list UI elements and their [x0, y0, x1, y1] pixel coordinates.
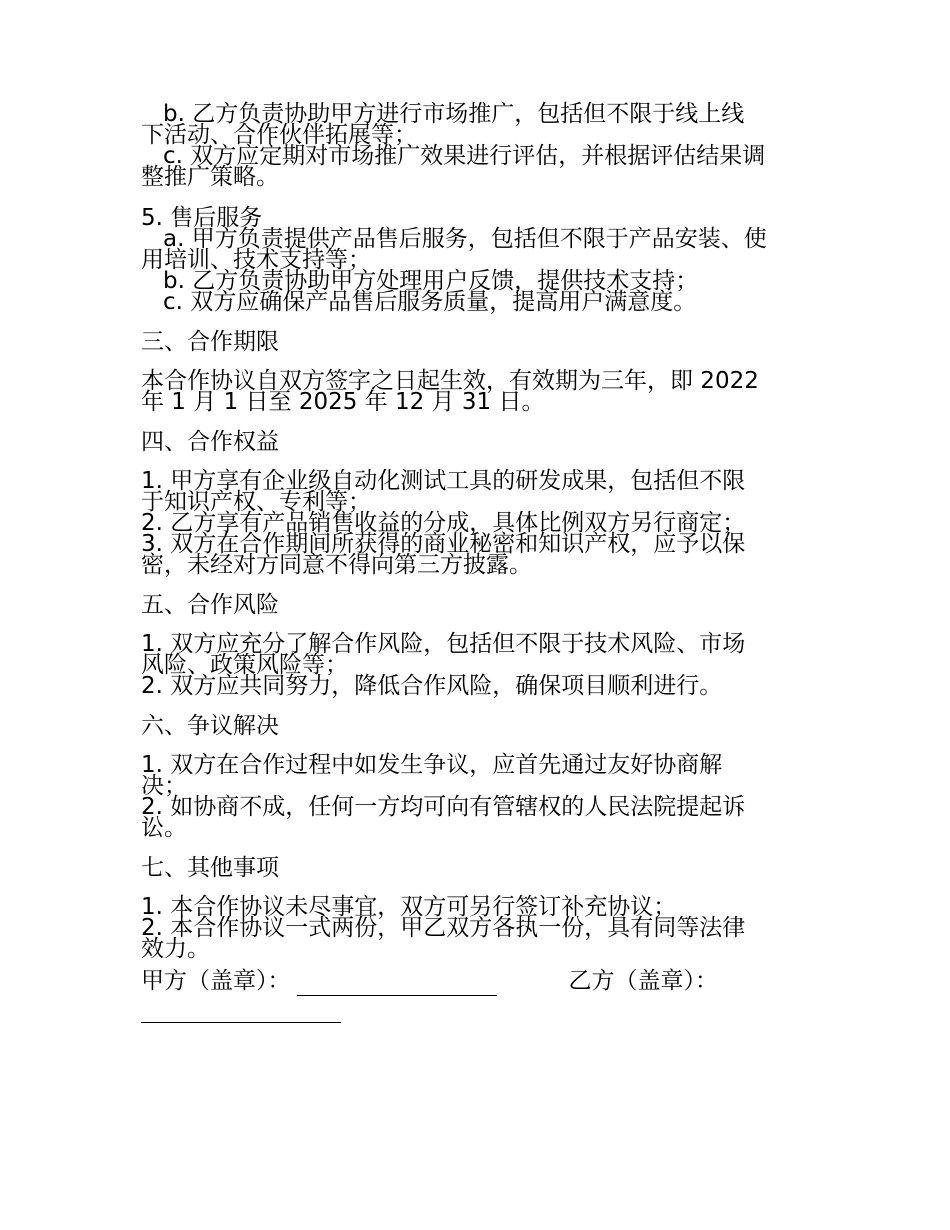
market-item-b-line1: b. 乙方负责协助甲方进行市场推广，包括但不限于线上线 — [163, 101, 745, 127]
after-sales-item-c: c. 双方应确保产品售后服务质量，提高用户满意度。 — [163, 289, 697, 315]
market-item-c-line2: 整推广策略。 — [141, 164, 279, 190]
market-promotion-items — [141, 101, 821, 190]
term-text-line2: 年 1 月 1 日至 2025 年 12 月 31 日。 — [141, 389, 545, 415]
other-heading: 七、其他事项 — [141, 855, 279, 881]
rights-item1-line1: 1. 甲方享有企业级自动化测试工具的研发成果，包括但不限 — [141, 468, 746, 494]
party-b-signature-line[interactable] — [141, 998, 341, 1023]
market-item-c-line1: c. 双方应定期对市场推广效果进行评估，并根据评估结果调 — [163, 143, 766, 169]
party-a-signature-line[interactable] — [297, 971, 497, 996]
other-item2-line2: 效力。 — [141, 936, 210, 962]
dispute-item1-line2: 决； — [141, 773, 187, 799]
risk-item1-line2: 风险、政策风险等； — [141, 652, 348, 678]
risk-item1-line1: 1. 双方应充分了解合作风险，包括但不限于技术风险、市场 — [141, 631, 746, 657]
other-item1: 1. 本合作协议未尽事宜，双方可另行签订补充协议； — [141, 894, 677, 920]
risk-heading: 五、合作风险 — [141, 592, 279, 618]
other-item2-line1: 2. 本合作协议一式两份，甲乙双方各执一份，具有同等法律 — [141, 915, 746, 941]
rights-item3-line2: 密，未经对方同意不得向第三方披露。 — [141, 552, 532, 578]
party-a-seal-label: 甲方（盖章）： — [141, 968, 291, 994]
rights-item3-line1: 3. 双方在合作期间所获得的商业秘密和知识产权，应予以保 — [141, 531, 746, 557]
party-b-seal-label: 乙方（盖章）： — [568, 968, 718, 994]
rights-item2: 2. 乙方享有产品销售收益的分成，具体比例双方另行商定； — [141, 510, 746, 536]
dispute-item1-line1: 1. 双方在合作过程中如发生争议，应首先通过友好协商解 — [141, 752, 723, 778]
after-sales-section — [141, 205, 821, 315]
dispute-heading: 六、争议解决 — [141, 713, 279, 739]
rights-heading: 四、合作权益 — [141, 429, 279, 455]
risk-item2: 2. 双方应共同努力，降低合作风险，确保项目顺利进行。 — [141, 673, 723, 699]
term-heading: 三、合作期限 — [141, 329, 279, 355]
dispute-item2-line2: 讼。 — [141, 815, 187, 841]
market-item-b-line2: 下活动、合作伙伴拓展等； — [141, 122, 417, 148]
document-page — [141, 101, 821, 1027]
after-sales-title: 5. 售后服务 — [141, 205, 263, 231]
dispute-item2-line1: 2. 如协商不成，任何一方均可向有管辖权的人民法院提起诉 — [141, 794, 746, 820]
after-sales-item-a-line2: 用培训、技术支持等； — [141, 247, 371, 273]
term-text-line1: 本合作协议自双方签字之日起生效，有效期为三年，即 2022 — [141, 368, 759, 394]
after-sales-item-b: b. 乙方负责协助甲方处理用户反馈，提供技术支持； — [163, 268, 699, 294]
rights-item1-line2: 于知识产权、专利等； — [141, 489, 371, 515]
signature-block — [141, 966, 821, 996]
after-sales-item-a-line1: a. 甲方负责提供产品售后服务，包括但不限于产品安装、使 — [163, 226, 767, 252]
